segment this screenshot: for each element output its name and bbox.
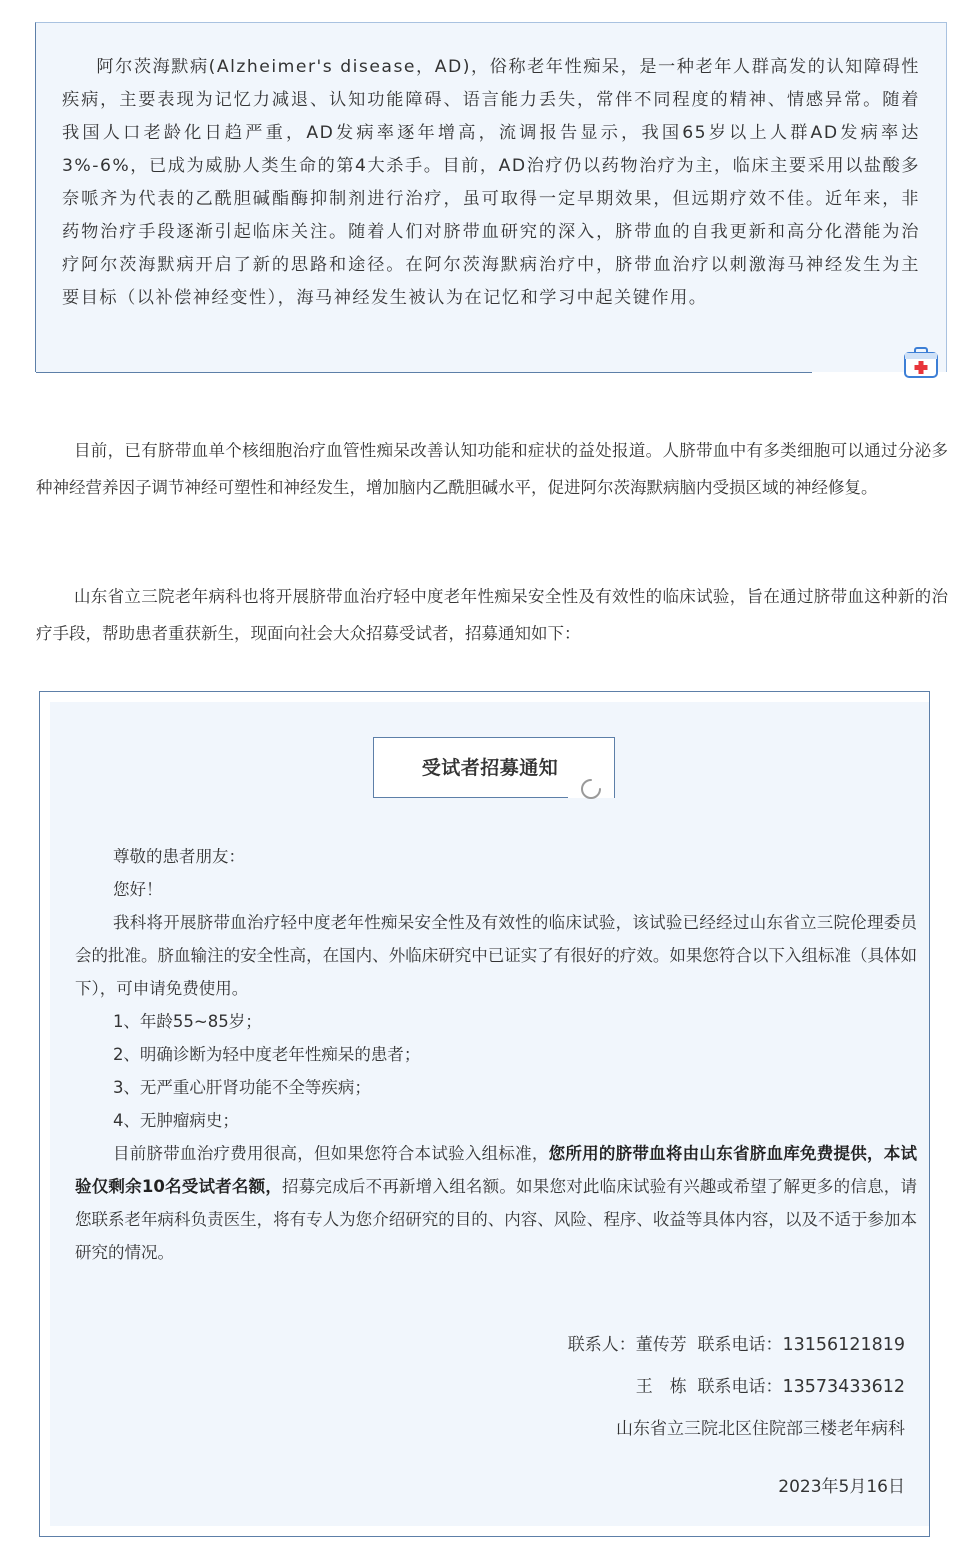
title-box-bottom-border — [374, 797, 568, 798]
loading-spinner-icon — [580, 778, 602, 800]
details-text-b: 招募完成后不再新增入组名额。如果您对此临床试验有兴趣或希望了解更多的信息，请您联系老年病科负责医生，将有专人为您介绍研究的目的、内容、风险、程序、收益等具体内容，以及不适于参加本研究的情况。 — [75, 1177, 917, 1262]
criteria-item: 3、无严重心肝肾功能不全等疾病； — [112, 1078, 371, 1097]
notice-title: 受试者招募通知 — [421, 757, 559, 779]
notice-title-box — [373, 737, 615, 798]
contact-info — [568, 1324, 905, 1450]
criteria-item: 4、无肿瘤病史； — [112, 1111, 239, 1130]
paragraph-trial-announcement: 山东省立三院老年病科也将开展脐带血治疗轻中度老年性痴呆安全性及有效性的临床试验，旨在通过脐带血这种新的治疗手段，帮助患者重获新生，现面向社会大众招募受试者，招募通知如下： — [36, 587, 948, 643]
contact-phone-label: 联系电话： — [697, 1335, 783, 1355]
department: 山东省立三院北区住院部三楼老年病科 — [616, 1419, 905, 1439]
details-highlight: 您所用的脐带血将由山东省脐血库免费提供，本试验仅剩余10名受试者名额， — [75, 1144, 918, 1196]
contact-row — [568, 1324, 905, 1366]
criteria-item: 2、明确诊断为轻中度老年性痴呆的患者； — [112, 1045, 421, 1064]
contact-row — [568, 1366, 905, 1408]
contact-phone-label: 联系电话： — [697, 1377, 783, 1397]
notice-body-intro: 我科将开展脐带血治疗轻中度老年性痴呆安全性及有效性的临床试验，该试验已经经过山东省立三院伦理委员会的批准。脐血输注的安全性高，在国内、外临床研究中已证实了有很好的疗效。如果您符合以下入组标准（具体如下），可申请免费使用。 — [75, 913, 917, 998]
intro-paragraph: 阿尔茨海默病(Alzheimer's disease，AD)，俗称老年性痴呆，是一种老年人群高发的认知障碍性疾病，主要表现为记忆力减退、认知功能障碍、语言能力丢失，常伴不同程度的精神、情感异常。随着我国人口老龄化日趋严重，AD发病率逐年增高，流调报告显示，我国65岁以上人群AD发病率达3%-6%，已成为威胁人类生命的第4大杀手。目前，AD治疗仍以药物治疗为主，临床主要采用以盐酸多奈哌齐为代表的乙酰胆碱酯酶抑制剂进行治疗，虽可取得一定早期效果，但远期疗效不佳。近年来，非药物治疗手段逐渐引起临床关注。随着人们对脐带血研究的深入，脐带血的自我更新和高分化潜能为治疗阿尔茨海默病开启了新的思路和途径。在阿尔茨海默病治疗中，脐带血治疗以刺激海马神经发生为主要目标（以补偿神经变性），海马神经发生被认为在记忆和学习中起关键作用。 — [62, 57, 920, 308]
salutation: 尊敬的患者朋友： — [112, 847, 245, 866]
contact-phone: 13156121819 — [782, 1335, 905, 1355]
recruitment-notice-inner — [50, 702, 929, 1526]
notice-letter — [75, 840, 917, 1269]
intro-box-bottom-border — [36, 372, 812, 373]
details-text-a: 目前脐带血治疗费用很高，但如果您符合本试验入组标准， — [112, 1144, 549, 1163]
notice-date: 2023年5月16日 — [778, 1477, 905, 1497]
medical-kit-icon — [902, 346, 940, 380]
contact-name: 联系人：董传芳 — [567, 1335, 687, 1355]
contact-name: 王 栋 — [635, 1377, 687, 1397]
recruitment-notice — [39, 691, 930, 1537]
criteria-item: 1、年龄55~85岁； — [112, 1012, 262, 1031]
notice-body-details — [75, 1137, 917, 1269]
paragraph-cord-blood-research: 目前，已有脐带血单个核细胞治疗血管性痴呆改善认知功能和症状的益处报道。人脐带血中有多类细胞可以通过分泌多种神经营养因子调节神经可塑性和神经发生，增加脑内乙酰胆碱水平，促进阿尔茨海默病脑内受损区域的神经修复。 — [36, 441, 948, 497]
intro-box — [35, 22, 947, 372]
contact-phone: 13573433612 — [782, 1377, 905, 1397]
greeting: 您好！ — [112, 880, 163, 899]
